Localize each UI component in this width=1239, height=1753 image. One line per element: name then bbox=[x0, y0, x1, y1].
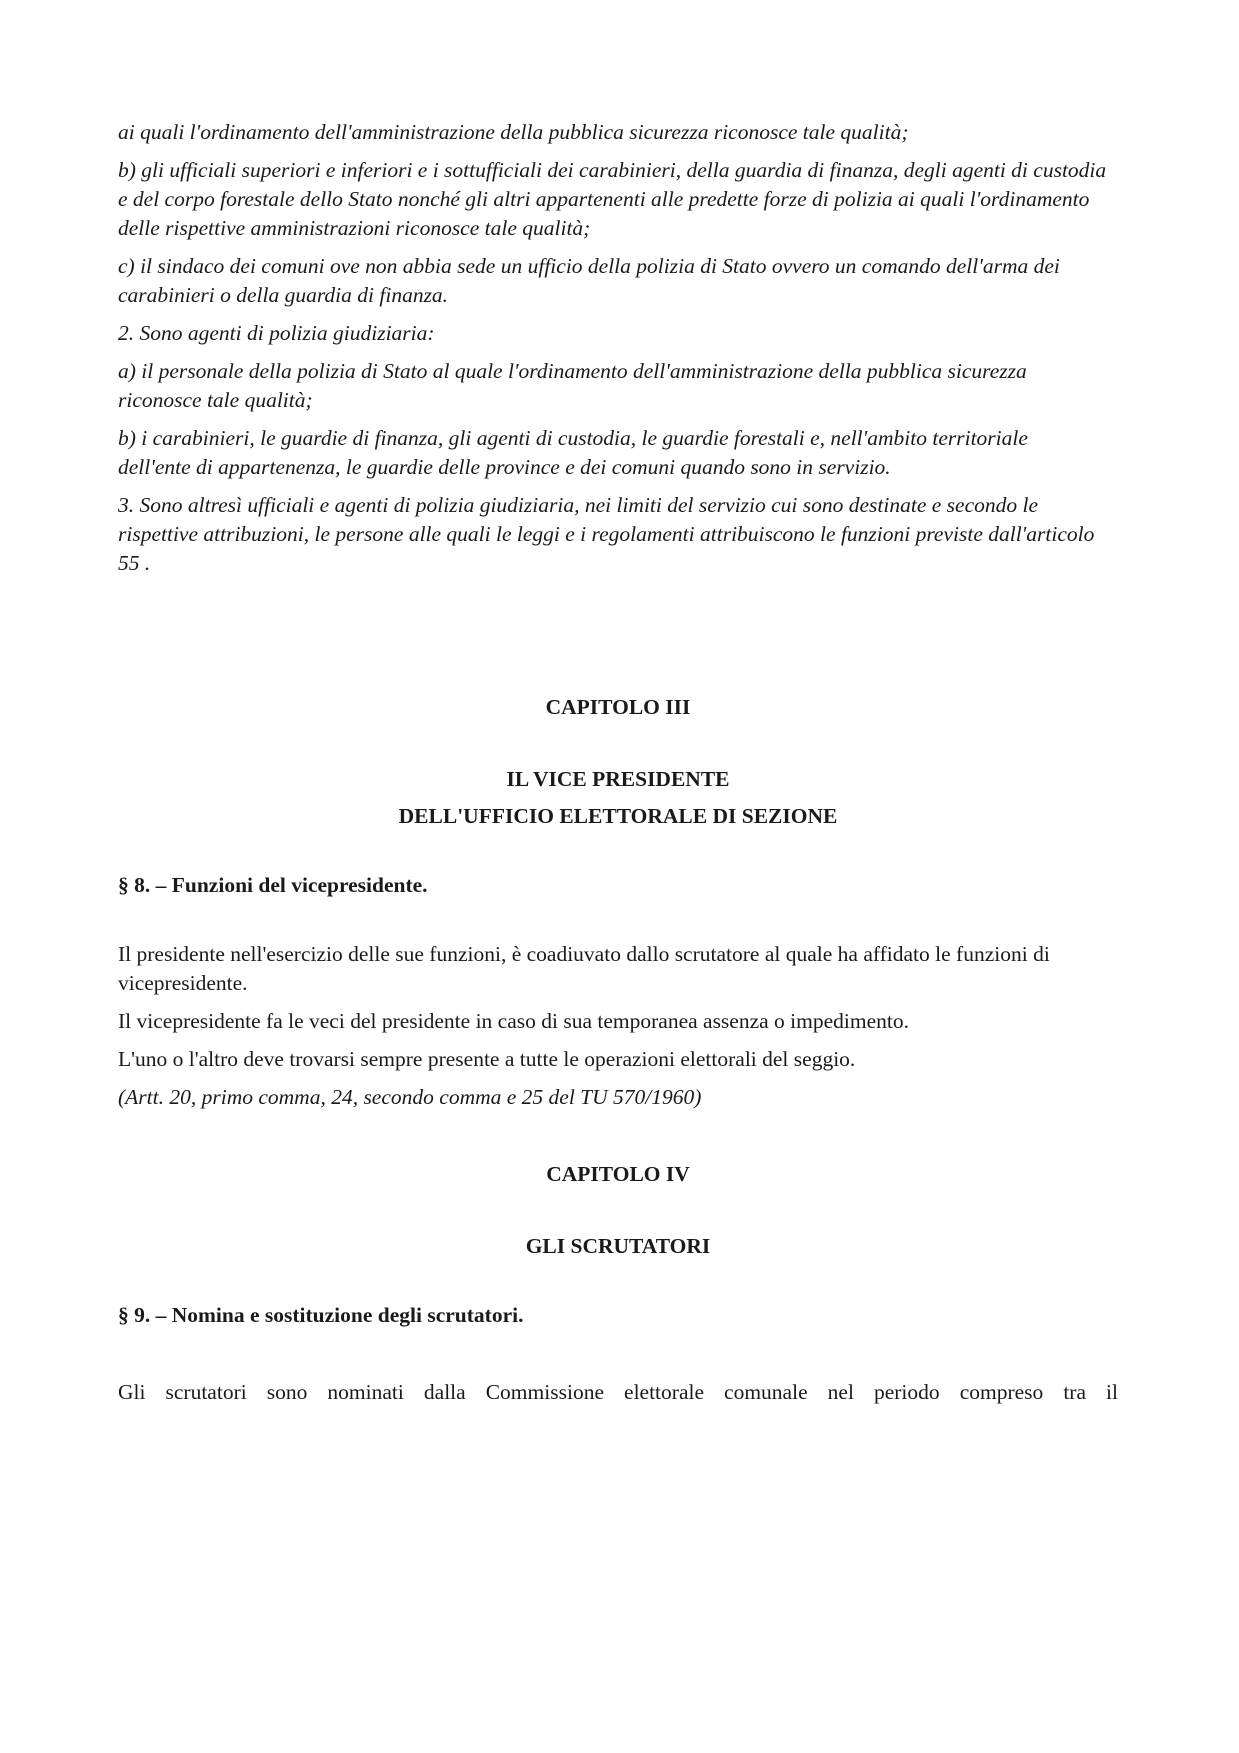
chapter-4-heading: CAPITOLO IV bbox=[546, 1162, 690, 1186]
chapter-3-title-line-2: DELL'UFFICIO ELETTORALE DI SEZIONE bbox=[398, 804, 838, 828]
section-8-reference: (Artt. 20, primo comma, 24, secondo comma e 25 del TU 570/1960) bbox=[118, 1085, 702, 1109]
section-9-paragraph-1: Gli scrutatori sono nominati dalla Commissione elettorale comunale nel periodo compreso tra il bbox=[118, 1380, 1118, 1404]
chapter-4-title: GLI SCRUTATORI bbox=[525, 1234, 711, 1258]
intro-paragraph-6: b) i carabinieri, le guardie di finanza, gli agenti di custodia, le guardie forestali e, nell'ambito territoriale dell'ente di appartenenza, le guardie delle province e dei comuni quando sono in servizio. bbox=[118, 426, 1028, 479]
section-9-heading: § 9. – Nomina e sostituzione degli scrutatori. bbox=[118, 1303, 524, 1327]
section-8-paragraph-2: Il vicepresidente fa le veci del presidente in caso di sua temporanea assenza o impedimento. bbox=[118, 1009, 910, 1033]
intro-paragraph-2: b) gli ufficiali superiori e inferiori e i sottufficiali dei carabinieri, della guardia di finanza, degli agenti di custodia e del corpo forestale dello Stato nonché gli altri appartenenti alle predette forze di polizia ai quali l'ordinamento delle rispettive amministrazioni riconosce tale qualità; bbox=[118, 158, 1107, 240]
section-8-heading: § 8. – Funzioni del vicepresidente. bbox=[118, 873, 428, 897]
intro-paragraph-4: 2. Sono agenti di polizia giudiziaria: bbox=[118, 321, 435, 345]
intro-paragraph-5: a) il personale della polizia di Stato al quale l'ordinamento dell'amministrazione della pubblica sicurezza riconosce tale qualità; bbox=[118, 359, 1027, 412]
intro-paragraph-7: 3. Sono altresì ufficiali e agenti di polizia giudiziaria, nei limiti del servizio cui sono destinate e secondo le rispettive attribuzioni, le persone alle quali le leggi e i regolamenti attribuiscono le funzioni previste dall'articolo 55 . bbox=[118, 493, 1095, 575]
intro-paragraph-1: ai quali l'ordinamento dell'amministrazione della pubblica sicurezza riconosce tale qualità; bbox=[118, 120, 909, 144]
chapter-3-heading: CAPITOLO III bbox=[545, 695, 691, 719]
section-8-paragraph-3: L'uno o l'altro deve trovarsi sempre presente a tutte le operazioni elettorali del seggio. bbox=[118, 1047, 856, 1071]
page-content bbox=[118, 118, 1128, 1407]
intro-paragraph-3: c) il sindaco dei comuni ove non abbia sede un ufficio della polizia di Stato ovvero un comando dell'arma dei carabinieri o della guardia di finanza. bbox=[118, 254, 1060, 307]
chapter-3-title-line-1: IL VICE PRESIDENTE bbox=[506, 767, 730, 791]
section-8-paragraph-1: Il presidente nell'esercizio delle sue funzioni, è coadiuvato dallo scrutatore al quale ha affidato le funzioni di vicepresidente. bbox=[118, 942, 1050, 995]
